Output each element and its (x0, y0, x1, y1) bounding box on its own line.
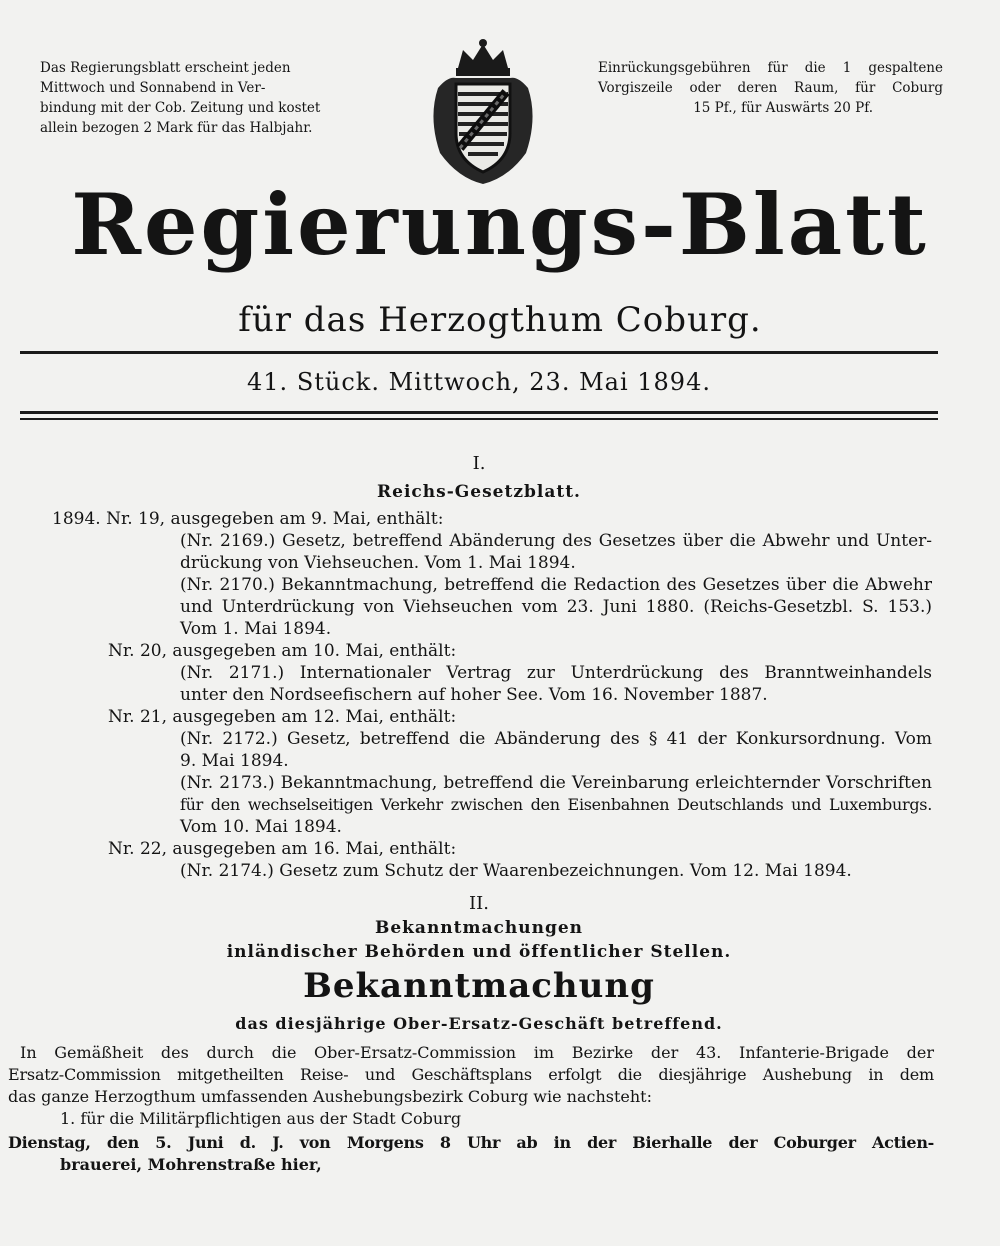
left-note-line: bindung mit der Cob. Zeitung und kostet (40, 100, 321, 116)
gazette-entry-line: drückung von Viehseuchen. Vom 1. Mai 1894. (180, 553, 576, 573)
gazette-entry-line: (Nr. 2170.) Bekanntmachung, betreffend die Redaction des Gesetzes über die Abwehr (180, 575, 932, 595)
right-note-line: Vorgiszeile oder deren Raum, für Coburg (598, 80, 943, 96)
divider-rule (20, 351, 938, 354)
announcement-item: 1. für die Militärpflichtigen aus der Stadt Coburg (60, 1109, 462, 1128)
issue-line: 41. Stück. Mittwoch, 23. Mai 1894. (247, 368, 711, 396)
announcement-paragraph-line: In Gemäßheit des durch die Ober-Ersatz-Commission im Bezirke der 43. Infanterie-Brigade der (20, 1043, 934, 1062)
gazette-entry-line: 9. Mai 1894. (180, 751, 289, 771)
section-heading: Bekanntmachungen (374, 918, 584, 938)
left-note-line: Das Regierungsblatt erscheint jeden (40, 60, 291, 76)
gazette-entry-line: unter den Nordseefischern auf hoher See. Vom 16. November 1887. (180, 685, 768, 705)
masthead-right-note (598, 58, 943, 118)
section-heading: inländischer Behörden und öffentlicher Stellen. (226, 942, 732, 962)
gazette-entry-line: (Nr. 2171.) Internationaler Vertrag zur Unterdrückung des Branntweinhandels (180, 663, 932, 683)
left-note-line: allein bezogen 2 Mark für das Halbjahr. (40, 120, 313, 136)
section-number: II. (469, 893, 489, 914)
gazette-entry-line: (Nr. 2174.) Gesetz zum Schutz der Waarenbezeichnungen. Vom 12. Mai 1894. (180, 861, 852, 881)
divider-rule (20, 411, 938, 414)
schedule-line: brauerei, Mohrenstraße hier, (60, 1155, 322, 1174)
gazette-entry-prefix: 1894. Nr. 19, ausgegeben am 9. Mai, enthält: (52, 509, 444, 529)
announcement-subtitle: das diesjährige Ober-Ersatz-Geschäft betreffend. (235, 1014, 723, 1033)
right-note-line: 15 Pf., für Auswärts 20 Pf. (693, 100, 873, 116)
gazette-entry-line: und Unterdrückung von Viehseuchen vom 23. Juni 1880. (Reichs-Gesetzbl. S. 153.) (180, 597, 932, 617)
gazette-entry-line: Vom 10. Mai 1894. (180, 817, 342, 837)
gazette-entry-prefix: Nr. 20, ausgegeben am 10. Mai, enthält: (108, 641, 457, 661)
announcement-paragraph-line: Ersatz-Commission mitgetheilten Reise- und Geschäftsplans erfolgt die diesjährige Aushebung in dem (8, 1065, 934, 1084)
section-number: I. (472, 453, 486, 474)
announcement-paragraph-line: das ganze Herzogthum umfassenden Aushebungsbezirk Coburg wie nachsteht: (8, 1087, 652, 1106)
newspaper-title: Regierungs-Blatt (71, 175, 929, 274)
left-note-line: Mittwoch und Sonnabend in Ver- (40, 80, 266, 96)
coat-of-arms-crest-icon (418, 38, 548, 186)
gazette-entry-line: (Nr. 2173.) Bekanntmachung, betreffend die Vereinbarung erleichternder Vorschriften (180, 773, 932, 793)
gazette-entry-line: (Nr. 2169.) Gesetz, betreffend Abänderung des Gesetzes über die Abwehr und Unter- (180, 531, 932, 551)
gazette-entry-line: für den wechselseitigen Verkehr zwischen den Eisenbahnen Deutschlands und Luxemburgs. (180, 795, 932, 814)
right-note-line: Einrückungsgebühren für die 1 gespaltene (598, 60, 943, 76)
gazette-entry-prefix: Nr. 21, ausgegeben am 12. Mai, enthält: (108, 707, 457, 727)
gazette-entry-line: (Nr. 2172.) Gesetz, betreffend die Abänderung des § 41 der Konkursordnung. Vom (180, 729, 932, 749)
section-heading: Reichs-Gesetzblatt. (377, 482, 581, 502)
divider-rule (20, 418, 938, 420)
newspaper-subtitle: für das Herzogthum Coburg. (238, 300, 762, 340)
announcement-title: Bekanntmachung (303, 966, 655, 1006)
gazette-entry-prefix: Nr. 22, ausgegeben am 16. Mai, enthält: (108, 839, 457, 859)
schedule-line: Dienstag, den 5. Juni d. J. von Morgens 8 Uhr ab in der Bierhalle der Coburger Actien- (8, 1133, 934, 1152)
masthead-left-note (40, 58, 375, 138)
gazette-entry-line: Vom 1. Mai 1894. (180, 619, 332, 639)
